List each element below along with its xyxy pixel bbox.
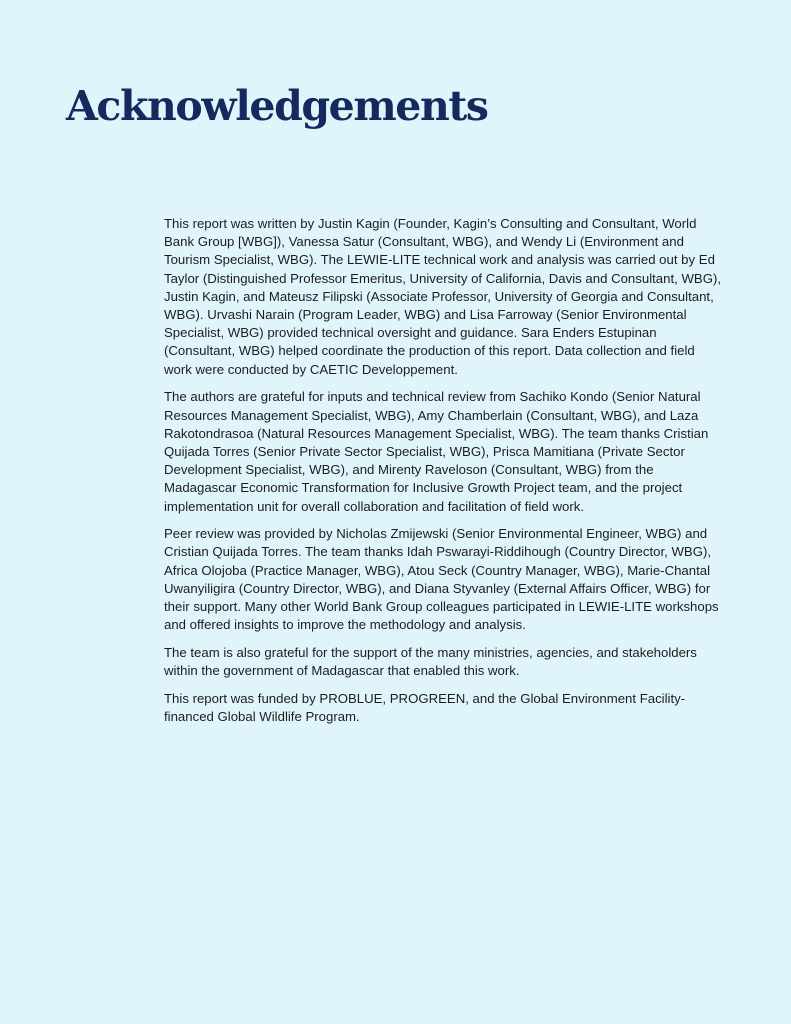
paragraph-authors: This report was written by Justin Kagin (Founder, Kagin’s Consulting and Consultant, World Bank Group [WBG]), Vanessa Satur (Consultant, WBG), and Wendy Li (Environment and Tourism Specialist, WBG). The LEWIE-LITE technical work and analysis was carried out by Ed Taylor (Distinguished Professor Emeritus, University of California, Davis and Consultant, WBG), Justin Kagin, and Mateusz Filipski (Associate Professor, University of Georgia and Consultant, WBG). Urvashi Narain (Program Leader, WBG) and Lisa Farroway (Senior Environmental Specialist, WBG) provided technical oversight and guidance. Sara Enders Estupinan (Consultant, WBG) helped coordinate the production of this report. Data collection and field work were conducted by CAETIC Developpement.: [164, 216, 722, 377]
paragraph-government: The team is also grateful for the support of the many ministries, agencies, and stakeholders within the government of Madagascar that enabled this work.: [164, 644, 697, 679]
page-title: Acknowledgements: [66, 82, 488, 130]
paragraph-reviewers: The authors are grateful for inputs and technical review from Sachiko Kondo (Senior Natural Resources Management Specialist, WBG), Amy Chamberlain (Consultant, WBG), and Laza Rakotondrasoa (Natural Resources Management Specialist, WBG). The team thanks Cristian Quijada Torres (Senior Private Sector Specialist, WBG), Prisca Mamitiana (Private Sector Development Specialist, WBG), and Mirenty Raveloson (Consultant, WBG) from the Madagascar Economic Transformation for Inclusive Growth Project team, and the project implementation unit for overall collaboration and facilitation of field work.: [164, 389, 709, 514]
paragraph-funding: This report was funded by PROBLUE, PROGREEN, and the Global Environment Facility-financed Global Wildlife Program.: [164, 690, 686, 725]
acknowledgements-body: [164, 215, 724, 736]
paragraph-peer-review: Peer review was provided by Nicholas Zmijewski (Senior Environmental Engineer, WBG) and Cristian Quijada Torres. The team thanks Idah Pswarayi-Riddihough (Country Director, WBG), Africa Olojoba (Practice Manager, WBG), Atou Seck (Country Manager, WBG), Marie-Chantal Uwanyiligira (Country Director, WBG), and Diana Styvanley (External Affairs Officer, WBG) for their support. Many other World Bank Group colleagues participated in LEWIE-LITE workshops and offered insights to improve the methodology and analysis.: [164, 526, 719, 633]
